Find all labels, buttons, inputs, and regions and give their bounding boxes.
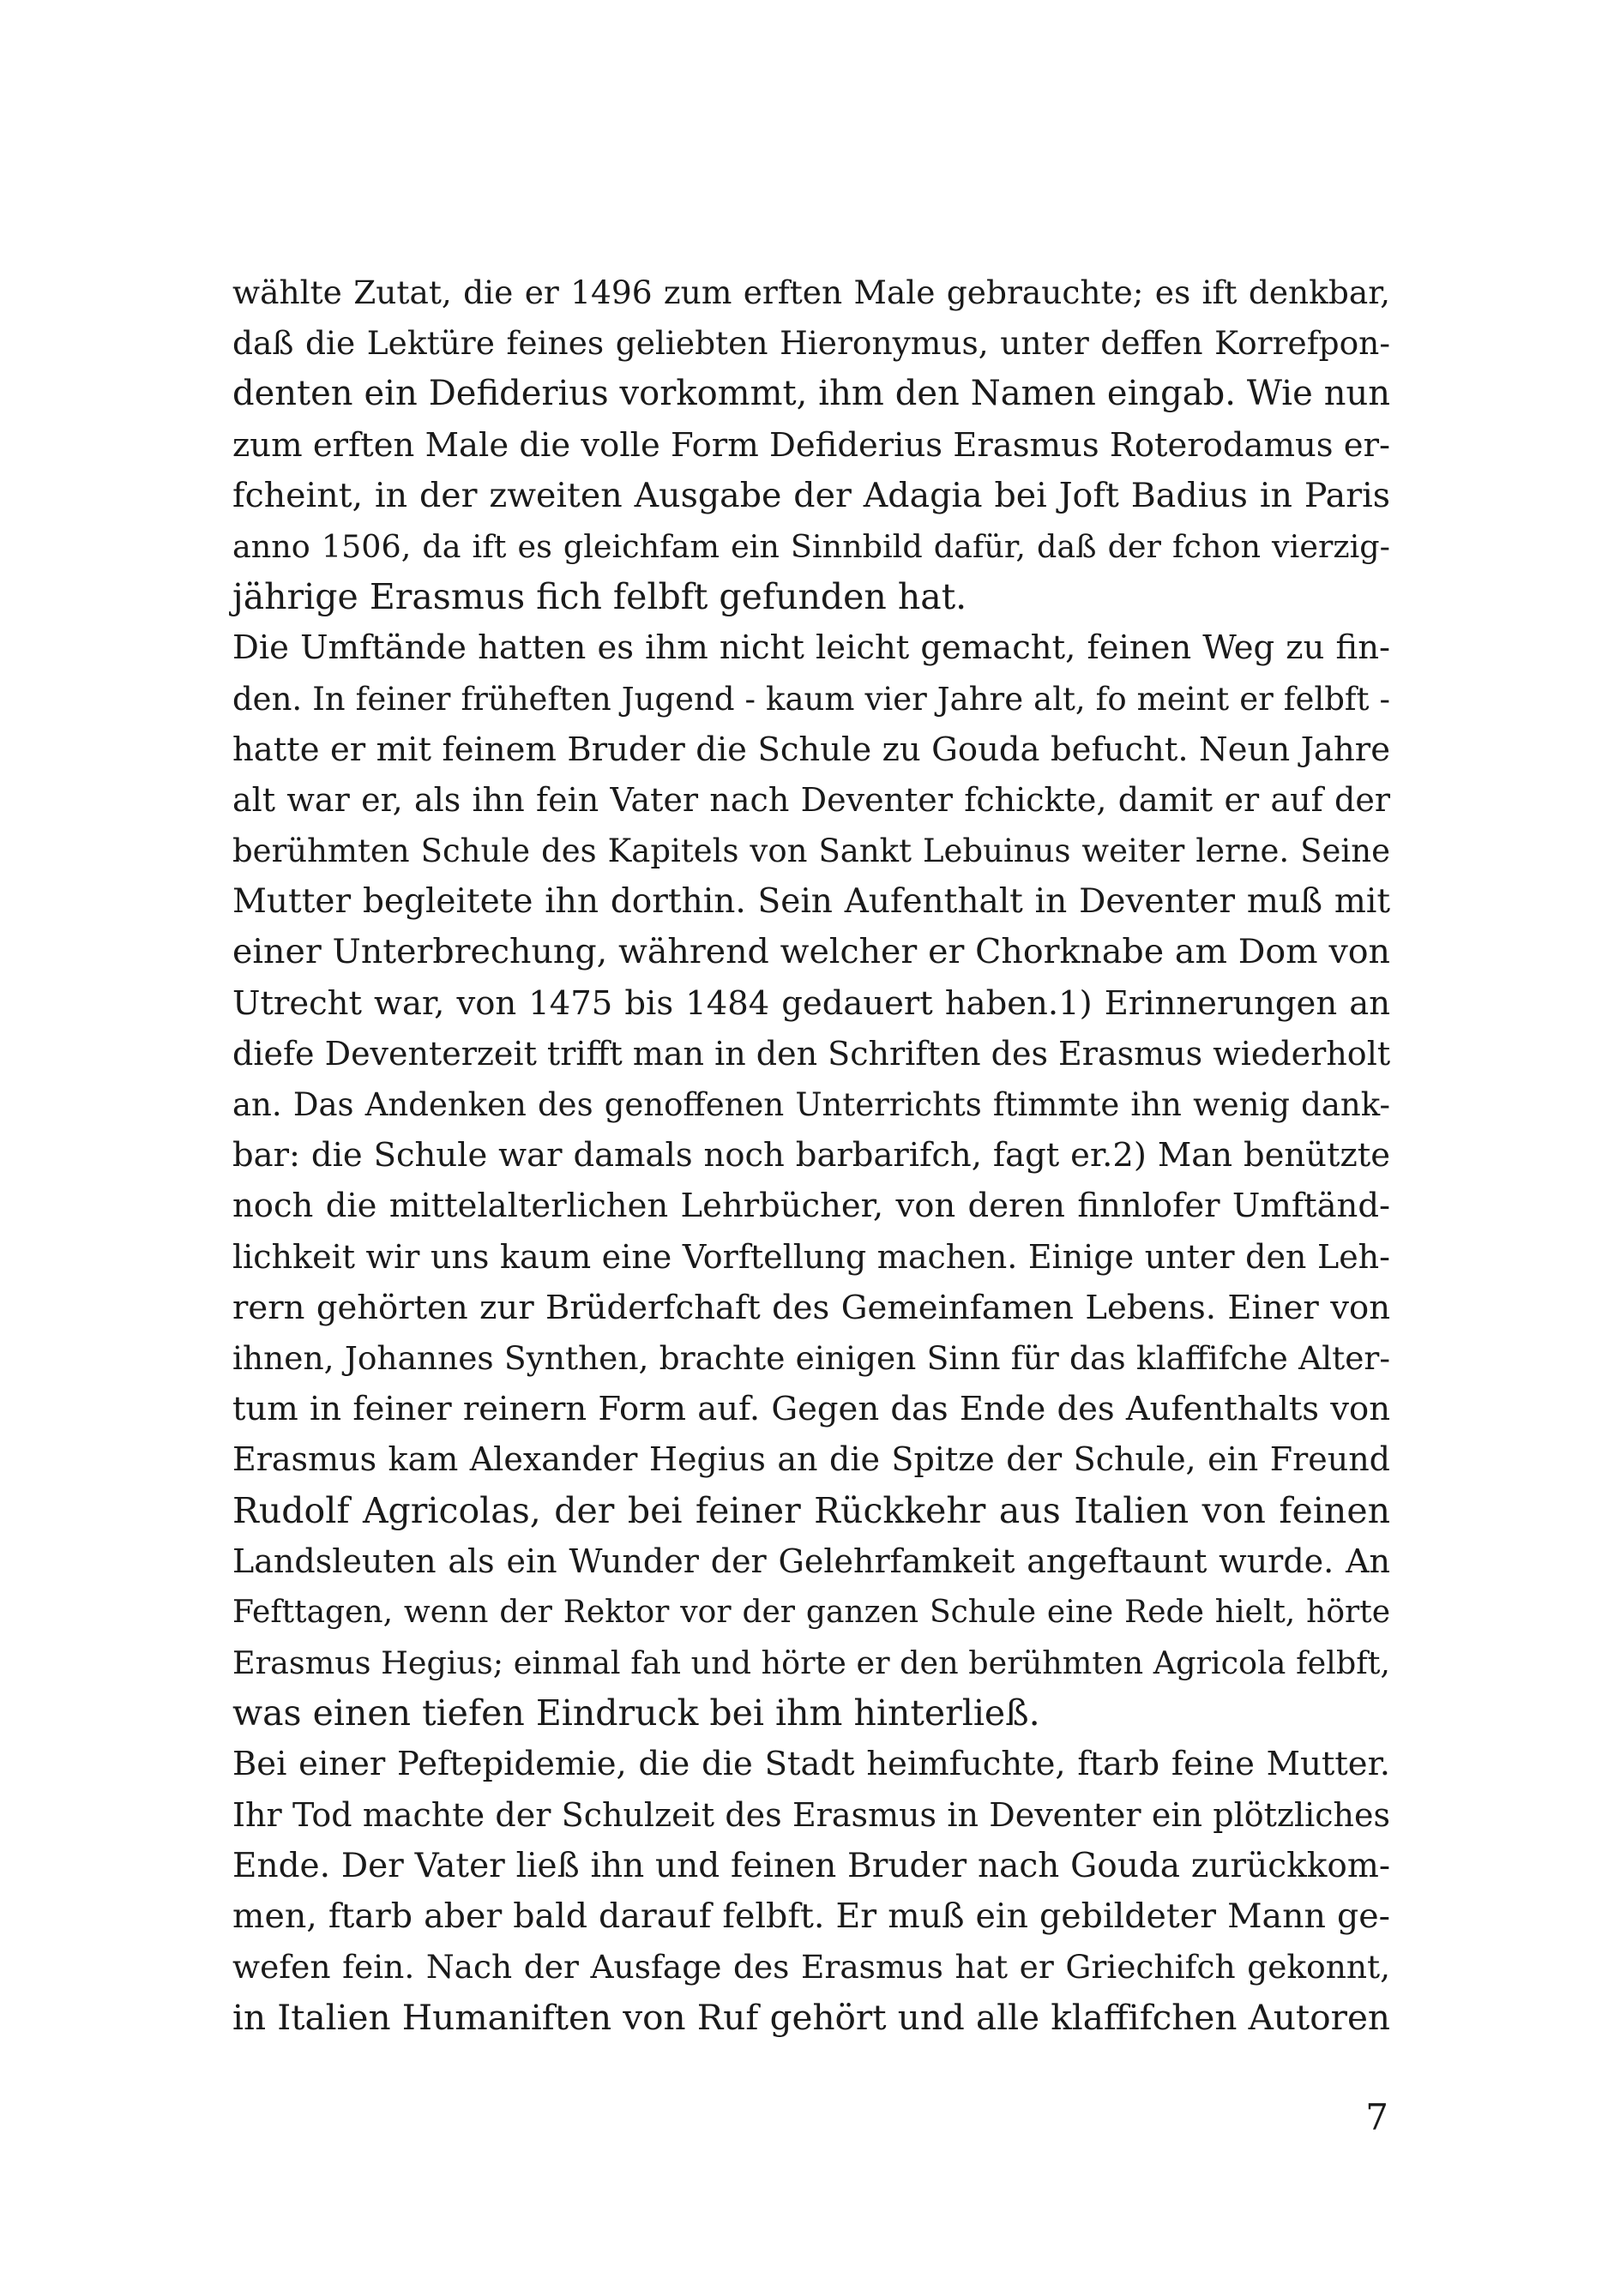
text-line: noch die mittelalterlichen Lehrbücher, von deren finnlofer Umftänd-: [232, 1187, 1390, 1226]
text-line: lichkeit wir uns kaum eine Vorftellung machen. Einige unter den Leh-: [232, 1237, 1390, 1276]
text-line: Mutter begleitete ihn dorthin. Sein Aufenthalt in Deventer muß mit: [232, 882, 1390, 922]
body-text: [232, 267, 1390, 2044]
text-line: Fefttagen, wenn der Rektor vor der ganzen Schule eine Rede hielt, hörte: [232, 1594, 1390, 1630]
text-line: wefen fein. Nach der Ausfage des Erasmus hat er Griechifch gekonnt,: [232, 1948, 1390, 1986]
text-line: rern gehörten zur Brüderfchaft des Gemeinfamen Lebens. Einer von: [232, 1288, 1390, 1327]
text-line: bar: die Schule war damals noch barbarifch, fagt er.2) Man benützte: [232, 1136, 1390, 1175]
text-line: an. Das Andenken des genoffenen Unterrichts ftimmte ihn wenig dank-: [232, 1086, 1390, 1123]
text-line: berühmten Schule des Kapitels von Sankt Lebuinus weiter lerne. Seine: [232, 832, 1390, 870]
text-line: was einen tiefen Eindruck bei ihm hinterließ.: [232, 1692, 1040, 1734]
text-line: Utrecht war, von 1475 bis 1484 gedauert haben.1) Erinnerungen an: [232, 983, 1390, 1023]
page-number: 7: [1365, 2096, 1388, 2138]
text-line: anno 1506, da ift es gleichfam ein Sinnbild dafür, daß der fchon vierzig-: [232, 527, 1390, 565]
text-line: fcheint, in der zweiten Ausgabe der Adagia bei Joft Badius in Paris: [232, 475, 1390, 515]
text-line: alt war er, als ihn fein Vater nach Deventer fchickte, damit er auf der: [232, 780, 1390, 819]
text-line: Bei einer Peftepidemie, die die Stadt heimfuchte, ftarb feine Mutter.: [232, 1745, 1390, 1784]
text-line: diefe Deventerzeit trifft man in den Schriften des Erasmus wiederholt: [232, 1034, 1391, 1073]
text-line: jährige Erasmus fich felbft gefunden hat.: [232, 576, 967, 618]
paragraph: [232, 267, 1390, 622]
text-line: Landsleuten als ein Wunder der Gelehrfamkeit angeftaunt wurde. An: [232, 1542, 1390, 1580]
text-line: ihnen, Johannes Synthen, brachte einigen Sinn für das klaffifche Alter-: [232, 1338, 1390, 1377]
text-line: einer Unterbrechung, während welcher er Chorknabe am Dom von: [232, 932, 1390, 972]
text-line: in Italien Humaniften von Ruf gehört und alle klaffifchen Autoren: [232, 1997, 1390, 2039]
text-line: Erasmus Hegius; einmal fah und hörte er den berühmten Agricola felbft,: [232, 1644, 1390, 1682]
text-line: denten ein Defiderius vorkommt, ihm den Namen eingab. Wie nun: [232, 374, 1390, 414]
paragraph: [232, 622, 1390, 1739]
text-line: Die Umftände hatten es ihm nicht leicht gemacht, feinen Weg zu fin-: [232, 628, 1390, 668]
text-line: Ende. Der Vater ließ ihn und feinen Bruder nach Gouda zurückkom-: [232, 1846, 1390, 1885]
text-line: zum erften Male die volle Form Defiderius Erasmus Roterodamus er-: [232, 425, 1390, 465]
text-line: Rudolf Agricolas, der bei feiner Rückkehr aus Italien von feinen: [232, 1489, 1390, 1531]
paragraph: [232, 1739, 1390, 2043]
text-line: wählte Zutat, die er 1496 zum erften Male gebrauchte; es ift denkbar,: [232, 273, 1390, 311]
text-line: daß die Lektüre feines geliebten Hieronymus, unter deffen Korrefpon-: [232, 324, 1390, 363]
text-line: Erasmus kam Alexander Hegius an die Spitze der Schule, ein Freund: [232, 1440, 1390, 1479]
text-line: men, ftarb aber bald darauf felbft. Er muß ein gebildeter Mann ge-: [232, 1896, 1390, 1936]
text-line: tum in feiner reinern Form auf. Gegen das Ende des Aufenthalts von: [232, 1390, 1390, 1429]
text-line: den. In feiner früheften Jugend - kaum vier Jahre alt, fo meint er felbft -: [232, 680, 1390, 718]
text-line: Ihr Tod machte der Schulzeit des Erasmus in Deventer ein plötzliches: [232, 1795, 1390, 1834]
text-line: hatte er mit feinem Bruder die Schule zu Gouda befucht. Neun Jahre: [232, 730, 1390, 769]
